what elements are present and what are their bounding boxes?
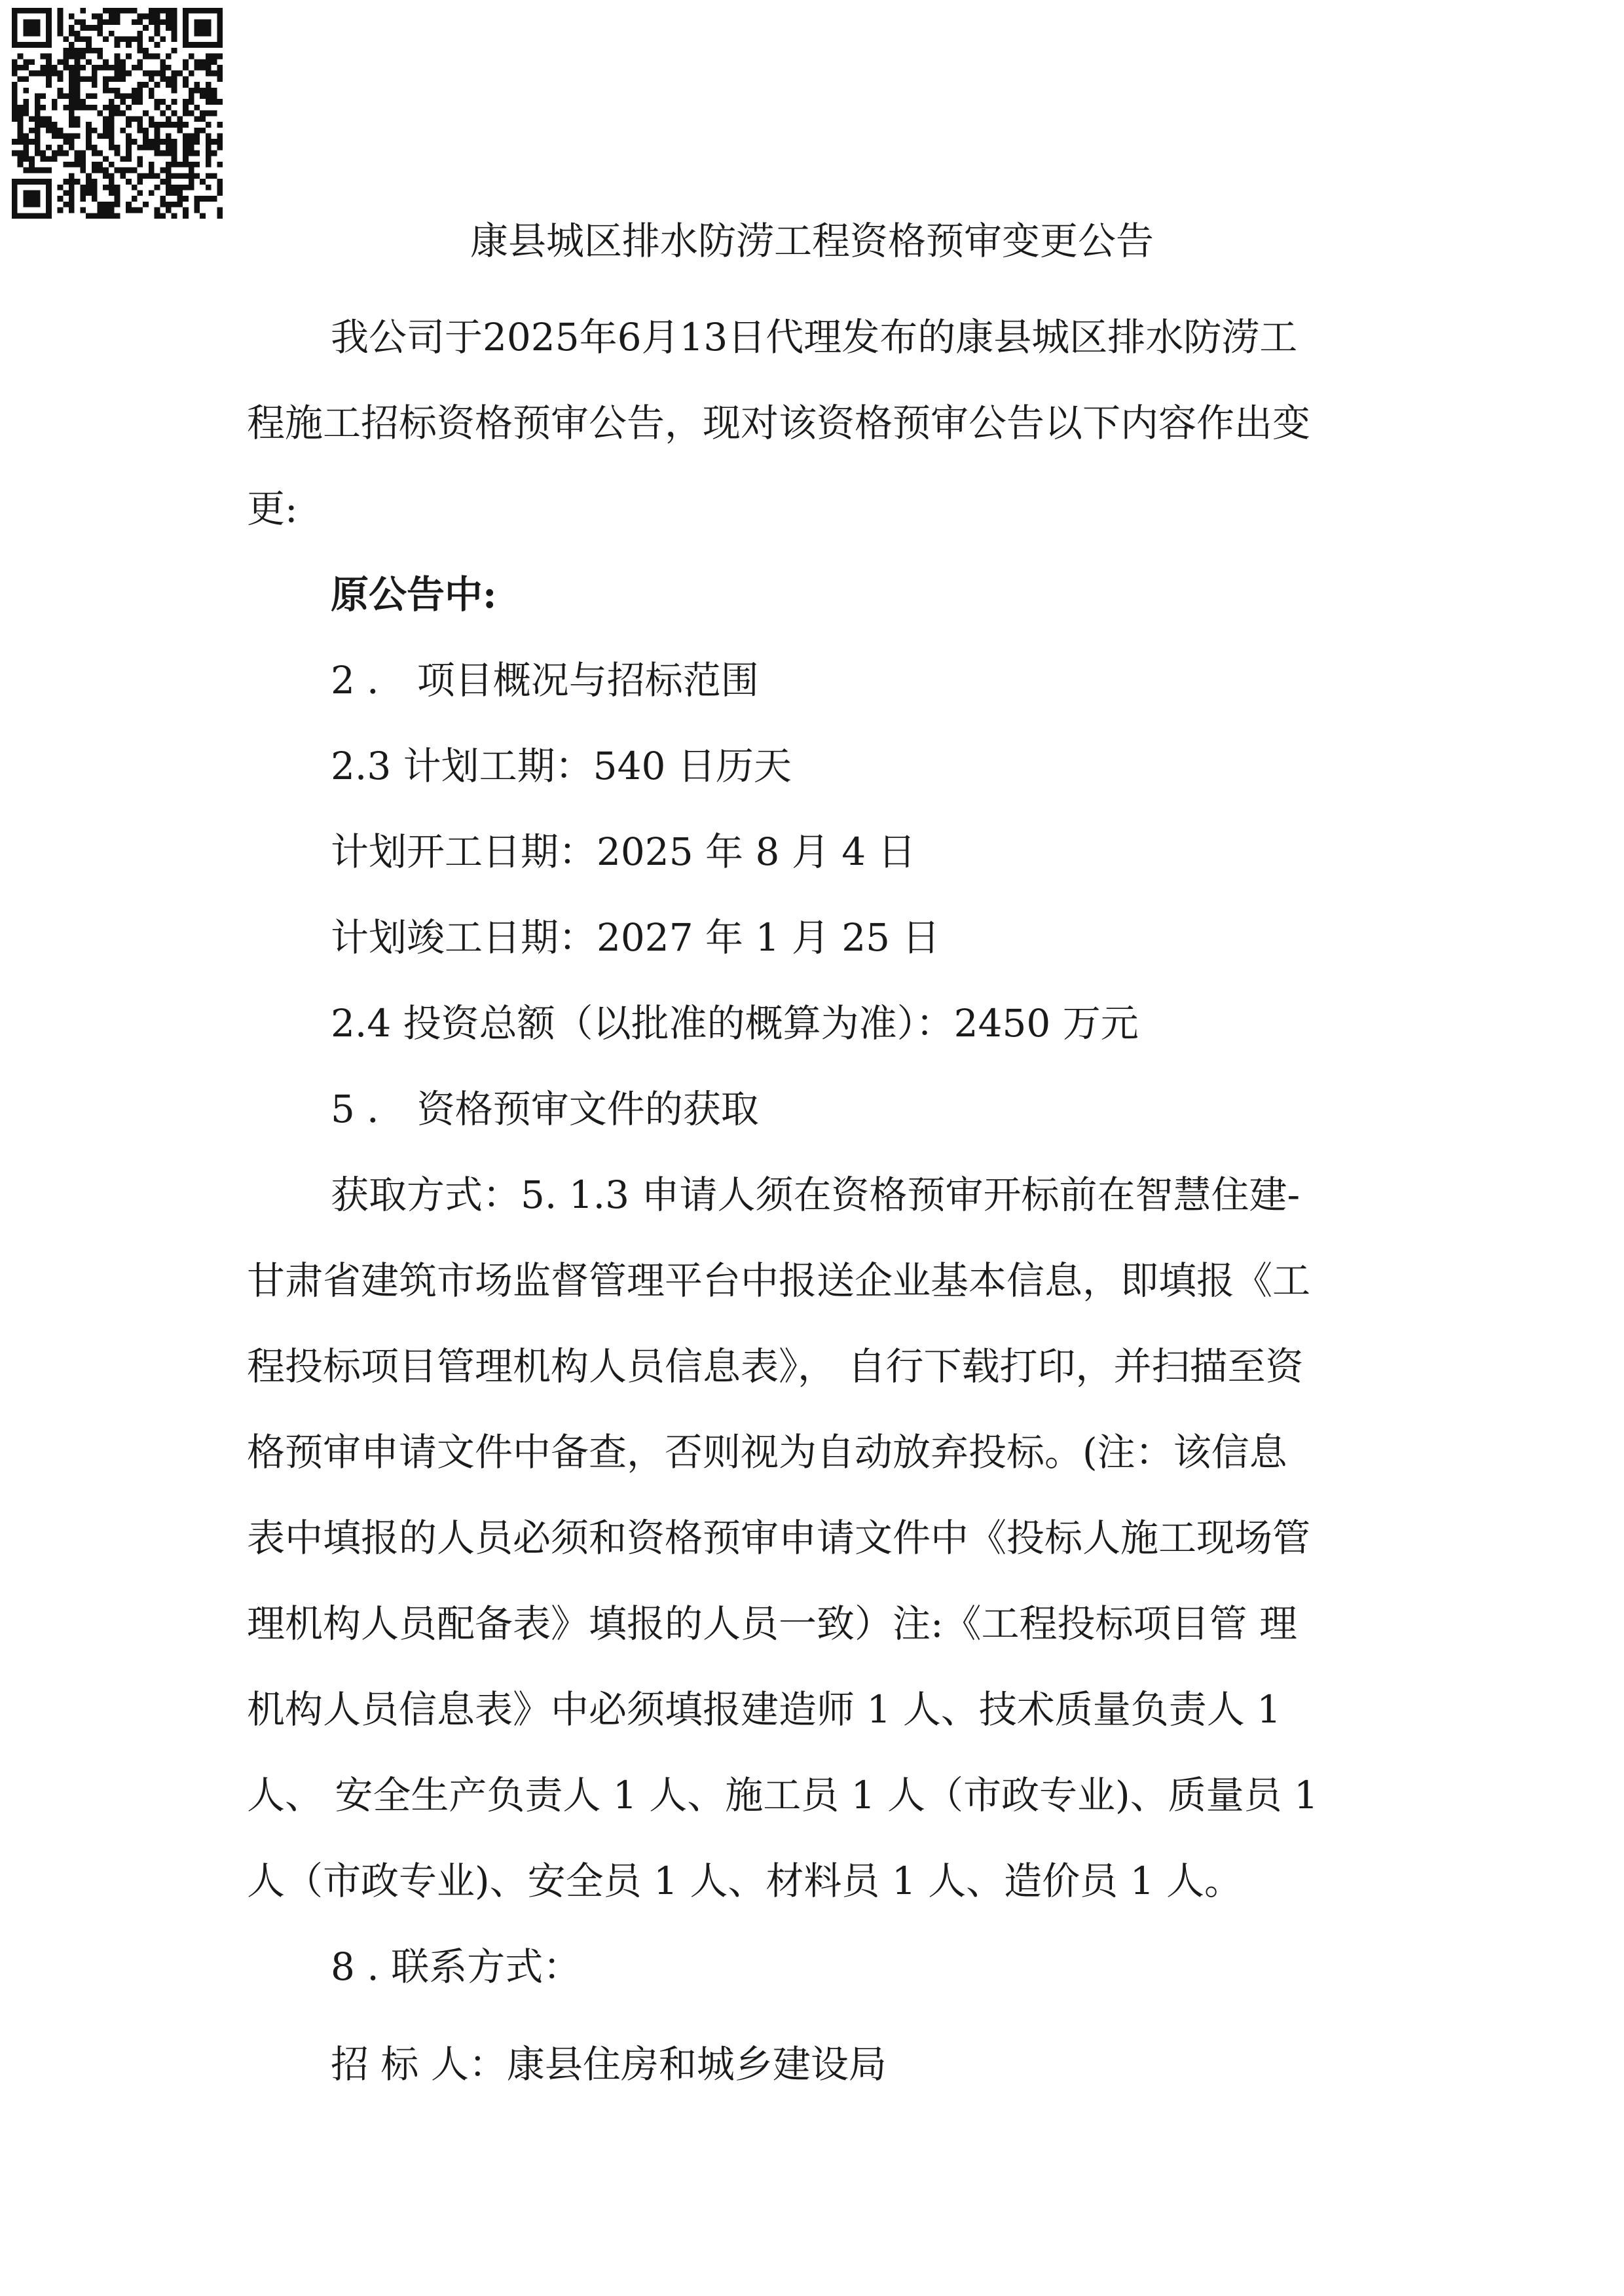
paragraph-line: 我公司于2025年6月13日代理发布的康县城区排水防涝工 bbox=[331, 315, 1298, 359]
paragraph-line: 理机构人员配备表》填报的人员一致）注:《工程投标项目管 理 bbox=[247, 1601, 1297, 1646]
planned-end-date: 计划竣工日期：2027 年 1 月 25 日 bbox=[331, 915, 940, 960]
paragraph-line: 甘肃省建筑市场监督管理平台中报送企业基本信息，即填报《工 bbox=[247, 1258, 1311, 1303]
paragraph-line: 程施工招标资格预审公告，现对该资格预审公告以下内容作出变 bbox=[247, 401, 1311, 445]
investment-total: 2.4 投资总额（以批准的概算为准）：2450 万元 bbox=[331, 1001, 1139, 1046]
qr-code-icon bbox=[12, 8, 223, 219]
paragraph-line: 人、 安全生产负责人 1 人、施工员 1 人（市政专业)、质量员 1 bbox=[247, 1773, 1318, 1817]
paragraph-line: 更: bbox=[247, 486, 298, 531]
section-heading-project-overview: 2 ． 项目概况与招标范围 bbox=[331, 658, 759, 702]
paragraph-line: 表中填报的人员必须和资格预审申请文件中《投标人施工现场管 bbox=[247, 1516, 1311, 1560]
qr-code bbox=[12, 8, 223, 219]
paragraph-line: 机构人员信息表》中必须填报建造师 1 人、技术质量负责人 1 bbox=[247, 1687, 1282, 1732]
planned-start-date: 计划开工日期：2025 年 8 月 4 日 bbox=[331, 829, 916, 874]
tenderer-line: 招 标 人：康县住房和城乡建设局 bbox=[331, 2042, 887, 2086]
section-heading-document-acquisition: 5 ． 资格预审文件的获取 bbox=[331, 1087, 759, 1131]
section-heading-original: 原公告中: bbox=[331, 572, 497, 617]
notice-title: 康县城区排水防涝工程资格预审变更公告 bbox=[470, 219, 1154, 263]
notice-body bbox=[247, 295, 1399, 2107]
section-heading-contact: 8 . 联系方式： bbox=[331, 1944, 581, 1989]
planned-duration: 2.3 计划工期：540 日历天 bbox=[331, 744, 792, 788]
paragraph-line: 人（市政专业)、安全员 1 人、材料员 1 人、造价员 1 人。 bbox=[247, 1859, 1242, 1903]
paragraph-line: 程投标项目管理机构人员信息表》， 自行下载打印，并扫描至资 bbox=[247, 1344, 1304, 1389]
paragraph-line: 获取方式：5. 1.3 申请人须在资格预审开标前在智慧住建- bbox=[331, 1173, 1301, 1217]
paragraph-line: 格预审申请文件中备查，否则视为自动放弃投标。(注：该信息 bbox=[247, 1430, 1287, 1474]
